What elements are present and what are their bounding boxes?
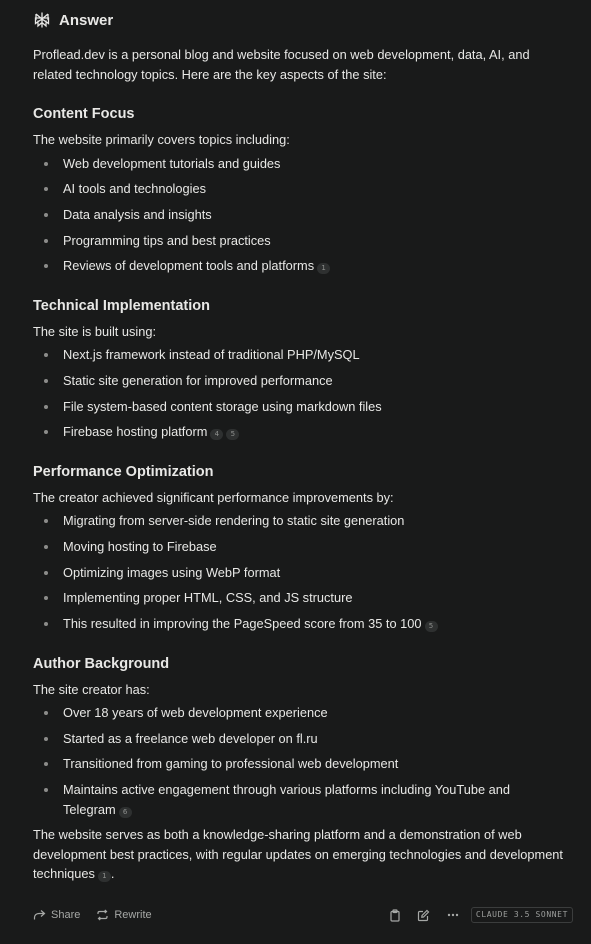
list-item-text: Started as a freelance web developer on fl.ru	[63, 730, 318, 746]
citation-badge[interactable]: 4	[210, 429, 223, 440]
more-options-icon[interactable]	[445, 907, 461, 923]
list-item	[33, 154, 563, 174]
section-heading: Performance Optimization	[33, 463, 214, 480]
list-item	[33, 780, 563, 819]
list-item-text: Firebase hosting platform	[63, 424, 208, 440]
list-item	[33, 345, 563, 365]
list-item-text: Moving hosting to Firebase	[63, 539, 217, 554]
citation-badge[interactable]: 1	[98, 871, 111, 882]
rewrite-label: Rewrite	[114, 909, 152, 921]
bullet-list	[33, 703, 563, 819]
list-item-text: Data analysis and insights	[63, 206, 212, 222]
section-heading: Content Focus	[33, 106, 135, 122]
share-icon	[33, 909, 46, 921]
copy-icon[interactable]	[387, 907, 403, 923]
bullet-list	[33, 345, 563, 442]
section-lead: The website primarily covers topics including:	[33, 132, 290, 147]
bullet-list	[33, 511, 563, 633]
list-item-text: Web development tutorials and guides	[63, 155, 281, 171]
section-lead: The site is built using:	[33, 323, 157, 339]
list-item-text: Maintains active engagement through various platforms including YouTube and Telegram	[63, 782, 510, 817]
answer-title: Answer	[59, 11, 114, 29]
closing-suffix: .	[110, 866, 115, 882]
list-item-text: Implementing proper HTML, CSS, and JS structure	[63, 590, 353, 606]
intro-paragraph: Proflead.dev is a personal blog and website focused on web development, data, AI, and related technology topics. Here are the key aspects of the site:	[33, 47, 530, 82]
list-item-text: File system-based content storage using markdown files	[63, 398, 382, 414]
list-item	[33, 563, 563, 583]
answer-header	[33, 9, 563, 31]
section-heading: Technical Implementation	[33, 297, 210, 314]
perplexity-logo-icon	[33, 11, 51, 29]
list-item	[33, 614, 563, 634]
section-lead: The site creator has:	[33, 681, 150, 697]
list-item	[33, 511, 563, 531]
list-item-text: Optimizing images using WebP format	[63, 564, 281, 580]
answer-sections	[33, 104, 563, 819]
list-item-text: Programming tips and best practices	[63, 232, 271, 248]
list-item-text: Migrating from server-side rendering to static site generation	[63, 513, 405, 529]
list-item-text: Reviews of development tools and platforms	[63, 258, 315, 274]
list-item-text: Static site generation for improved performance	[63, 372, 333, 388]
list-item-text: This resulted in improving the PageSpeed score from 35 to 100	[63, 616, 422, 632]
citation-badge[interactable]: 5	[226, 429, 239, 440]
list-item	[33, 537, 563, 557]
list-item-text: AI tools and technologies	[63, 181, 206, 197]
list-item	[33, 703, 563, 723]
list-item	[33, 231, 563, 251]
rewrite-icon	[96, 909, 109, 921]
citation-badge[interactable]: 6	[119, 807, 132, 818]
share-label: Share	[51, 909, 81, 921]
answer-footer	[33, 905, 573, 925]
list-item	[33, 754, 563, 774]
closing-paragraph	[33, 825, 563, 884]
list-item	[33, 205, 563, 225]
list-item	[33, 729, 563, 749]
citation-badge[interactable]: 5	[425, 621, 438, 632]
list-item	[33, 422, 563, 442]
list-item-text: Over 18 years of web development experience	[63, 705, 328, 721]
bullet-list	[33, 154, 563, 276]
section-heading: Author Background	[33, 655, 170, 672]
list-item	[33, 371, 563, 391]
list-item	[33, 588, 563, 608]
list-item-text: Transitioned from gaming to professional web development	[63, 756, 399, 772]
rewrite-button[interactable]	[96, 909, 151, 921]
list-item	[33, 256, 563, 276]
list-item	[33, 179, 563, 199]
edit-icon[interactable]	[416, 907, 432, 923]
citation-badge[interactable]: 1	[317, 263, 330, 274]
closing-text: The website serves as both a knowledge-sharing platform and a demonstration of web development best practices, with regular updates on emerging technologies and development techniques	[33, 827, 563, 882]
section-lead: The creator achieved significant performance improvements by:	[33, 489, 394, 505]
answer-panel	[33, 9, 563, 884]
list-item-text: Next.js framework instead of traditional PHP/MySQL	[63, 347, 360, 363]
list-item	[33, 397, 563, 417]
closing-citations	[95, 866, 111, 881]
model-badge[interactable]: CLAUDE 3.5 SONNET	[471, 907, 573, 923]
share-button[interactable]	[33, 909, 80, 921]
